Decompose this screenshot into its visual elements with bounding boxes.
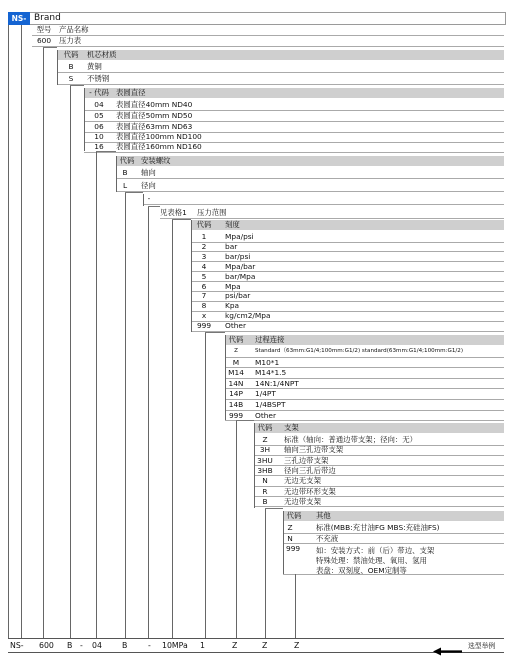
scale-code-label: 代码 bbox=[196, 220, 212, 229]
bracket-title: 支架 bbox=[284, 423, 299, 432]
scale-code: 3 bbox=[201, 251, 207, 261]
dial-diameter-code: 04 bbox=[94, 100, 104, 109]
example-cell: 600 bbox=[39, 641, 54, 650]
bracket-name: 无边无支架 bbox=[284, 476, 321, 486]
separator-dash-row bbox=[143, 194, 504, 205]
bracket-code: 3H bbox=[259, 445, 271, 455]
connection-name: 14N:1/4NPT bbox=[255, 378, 299, 388]
other-code: 999 bbox=[286, 544, 301, 553]
connector-line bbox=[143, 194, 144, 206]
connection-code: 14P bbox=[229, 389, 243, 399]
connector-stub bbox=[265, 508, 283, 509]
model-name: 压力表 bbox=[59, 36, 82, 45]
scale-title: 刻度 bbox=[225, 220, 240, 229]
connector-line bbox=[205, 332, 206, 638]
mount-thread-name: 径向 bbox=[141, 181, 156, 190]
bracket-row bbox=[254, 466, 504, 477]
connector-line bbox=[148, 206, 149, 638]
connection-name: 1/4PT bbox=[255, 389, 276, 399]
dial-diameter-code: 16 bbox=[94, 142, 104, 151]
connection-row bbox=[225, 389, 504, 400]
bracket-row bbox=[254, 435, 504, 446]
core-material-row bbox=[57, 74, 504, 85]
scale-name: bar bbox=[225, 241, 238, 251]
dial-diameter-row bbox=[84, 122, 504, 133]
scale-code: x bbox=[201, 311, 207, 321]
example-cell: Z bbox=[232, 641, 238, 650]
connection-row bbox=[225, 347, 504, 358]
scale-name: bar/psi bbox=[225, 251, 251, 261]
connection-title: 过程连接 bbox=[255, 335, 285, 344]
connector-line bbox=[116, 156, 117, 192]
bracket-header bbox=[254, 423, 504, 433]
connector-stub bbox=[236, 420, 254, 421]
connector-stub bbox=[70, 85, 84, 86]
dial-diameter-code: 10 bbox=[94, 132, 104, 141]
connection-code: Z bbox=[234, 348, 238, 354]
mount-thread-row bbox=[116, 181, 504, 192]
pressure-range-row bbox=[160, 208, 504, 219]
dial-diameter-title: 表圆直径 bbox=[116, 88, 146, 97]
other-row-999 bbox=[283, 544, 504, 575]
bracket-code: B bbox=[262, 496, 268, 506]
connector-line bbox=[172, 219, 173, 638]
dial-diameter-name: 表圆直径63mm ND63 bbox=[116, 122, 193, 131]
bracket-code: R bbox=[262, 486, 268, 496]
core-material-code-label: 代码 bbox=[63, 50, 79, 59]
core-material-code: S bbox=[68, 74, 74, 83]
dial-diameter-code: 05 bbox=[94, 111, 104, 120]
other-note-line: 特殊处理：禁油处理、氧用、氢用 bbox=[316, 556, 427, 565]
connection-code: 14N bbox=[228, 378, 244, 388]
example-cell: B bbox=[67, 641, 73, 650]
other-code: Z bbox=[287, 523, 293, 532]
bracket-code: N bbox=[262, 476, 268, 486]
pressure-range-title: 压力范围 bbox=[197, 208, 227, 217]
example-cell: NS- bbox=[10, 641, 24, 650]
dial-diameter-header bbox=[84, 88, 504, 98]
connection-code: 999 bbox=[228, 410, 244, 420]
mount-thread-header bbox=[116, 156, 504, 166]
dial-diameter-row bbox=[84, 100, 504, 111]
example-cell: - bbox=[148, 641, 151, 650]
connector-stub bbox=[172, 219, 191, 220]
connection-name: M10*1 bbox=[255, 357, 280, 367]
dial-diameter-code-label: - 代码 bbox=[89, 88, 109, 97]
example-bottom-line bbox=[8, 652, 504, 653]
bracket-name: 无边带环形支架 bbox=[284, 486, 336, 496]
mount-thread-title: 安装螺纹 bbox=[141, 156, 171, 165]
dial-diameter-name: 表圆直径50mm ND50 bbox=[116, 111, 193, 120]
separator-dash: - bbox=[147, 194, 151, 203]
scale-code: 7 bbox=[201, 291, 207, 301]
other-code-label: 代码 bbox=[286, 511, 302, 520]
bracket-code: 3HB bbox=[257, 465, 273, 475]
example-top-line bbox=[8, 638, 504, 639]
bracket-row bbox=[254, 476, 504, 487]
connector-line bbox=[43, 47, 44, 638]
other-note-line: 表盘：双刻度、OEM定制等 bbox=[316, 566, 407, 575]
connection-name: 1/4BSPT bbox=[255, 400, 286, 409]
mount-thread-code: B bbox=[122, 168, 128, 177]
connection-code: M14 bbox=[228, 368, 244, 378]
connector-line bbox=[70, 85, 71, 638]
other-note-line: 如：安装方式：前（后）带边、支架 bbox=[316, 546, 435, 555]
connector-stub bbox=[43, 47, 57, 48]
scale-name: psi/bar bbox=[225, 291, 251, 301]
example-cell: - bbox=[80, 641, 83, 650]
connection-name: Standard（63mm:G1/4;100mm:G1/2) standard(63mm:G1/4;100mm:G1/2) bbox=[255, 348, 464, 354]
bracket-name: 标准（轴向：普通边带支架；径向：无） bbox=[284, 435, 418, 444]
core-material-title: 机芯材质 bbox=[87, 50, 117, 59]
pressure-range-code-label: 见表格1 bbox=[160, 208, 187, 217]
connection-name: M14*1.5 bbox=[255, 368, 287, 378]
connection-code-label: 代码 bbox=[228, 335, 244, 344]
core-material-row bbox=[57, 62, 504, 73]
other-header bbox=[283, 511, 504, 521]
scale-code: 999 bbox=[196, 321, 212, 331]
other-name: 不充液 bbox=[316, 533, 339, 543]
dial-diameter-name: 表圆直径160mm ND160 bbox=[116, 142, 202, 151]
connection-code: M bbox=[232, 357, 240, 367]
example-cell: B bbox=[122, 641, 128, 650]
connector-stub bbox=[205, 332, 225, 333]
dial-diameter-row bbox=[84, 132, 504, 143]
other-row bbox=[283, 534, 504, 545]
bracket-row bbox=[254, 456, 504, 467]
connector-line bbox=[125, 192, 126, 638]
dial-diameter-code: 06 bbox=[94, 122, 104, 131]
connector-stub bbox=[96, 151, 116, 152]
mount-thread-code: L bbox=[122, 181, 128, 190]
scale-code: 6 bbox=[201, 281, 207, 291]
mount-thread-name: 轴向 bbox=[141, 168, 156, 177]
core-material-name: 不锈钢 bbox=[87, 74, 110, 83]
connector-line bbox=[295, 574, 296, 638]
other-title: 其他 bbox=[316, 511, 331, 520]
example-cell: 1 bbox=[200, 641, 205, 650]
connection-row bbox=[225, 358, 504, 369]
bracket-row bbox=[254, 487, 504, 498]
core-material-header bbox=[57, 50, 504, 60]
connection-row bbox=[225, 379, 504, 390]
mount-thread-row bbox=[116, 168, 504, 179]
connector-line bbox=[96, 151, 97, 638]
example-cell: 04 bbox=[92, 641, 102, 650]
bracket-name: 轴向三孔边带支架 bbox=[284, 445, 344, 455]
core-material-code: B bbox=[68, 62, 74, 71]
scale-name: kg/cm2/Mpa bbox=[225, 311, 271, 321]
model-code: 600 bbox=[36, 36, 52, 45]
connector-line bbox=[191, 220, 192, 332]
other-code: N bbox=[287, 533, 293, 543]
connection-code: 14B bbox=[228, 400, 244, 409]
core-material-name: 黄铜 bbox=[87, 62, 102, 71]
scale-code: 5 bbox=[201, 271, 207, 281]
scale-name: Mpa/psi bbox=[225, 232, 254, 241]
bracket-name: 无边带支架 bbox=[284, 496, 321, 506]
connector-line bbox=[254, 423, 255, 508]
model-code-label: 型号 bbox=[36, 25, 52, 34]
brand-prefix: NS- bbox=[8, 12, 30, 25]
scale-code: 1 bbox=[201, 232, 207, 241]
connector-line bbox=[283, 511, 284, 574]
other-row bbox=[283, 523, 504, 534]
connector-line bbox=[236, 420, 237, 638]
connector-stub bbox=[148, 206, 160, 207]
dial-diameter-name: 表圆直径100mm ND100 bbox=[116, 132, 202, 141]
brand-bar bbox=[8, 12, 506, 25]
scale-header bbox=[191, 220, 504, 230]
other-name: 标准(MBB:充甘油FG MBS:充硅油FS) bbox=[316, 523, 440, 532]
connector-stub bbox=[125, 192, 143, 193]
connection-header bbox=[225, 335, 504, 345]
example-label: 选型举例 bbox=[468, 642, 496, 650]
model-header-row bbox=[32, 25, 504, 36]
bracket-row bbox=[254, 497, 504, 508]
arrow-left-icon bbox=[433, 641, 463, 660]
bracket-row bbox=[254, 445, 504, 456]
dial-diameter-row bbox=[84, 111, 504, 122]
bracket-code: 3HU bbox=[257, 455, 273, 465]
connector-line bbox=[8, 25, 9, 638]
example-cell: Z bbox=[262, 641, 268, 650]
connector-line bbox=[265, 508, 266, 638]
scale-name: Mpa/bar bbox=[225, 261, 256, 271]
connector-line bbox=[21, 25, 22, 638]
bracket-code-label: 代码 bbox=[257, 423, 273, 432]
scale-name: bar/Mpa bbox=[225, 271, 256, 281]
connection-name: Other bbox=[255, 410, 276, 420]
dial-diameter-name: 表圆直径40mm ND40 bbox=[116, 100, 193, 109]
example-cell: Z bbox=[294, 641, 300, 650]
bracket-name: 径向三孔后带边 bbox=[284, 465, 336, 475]
dial-diameter-row bbox=[84, 142, 504, 153]
scale-row bbox=[191, 321, 504, 332]
connection-row bbox=[225, 368, 504, 379]
model-row bbox=[32, 36, 504, 47]
scale-name: Mpa bbox=[225, 281, 241, 291]
example-cell: 10MPa bbox=[162, 641, 188, 650]
brand-label: Brand bbox=[34, 13, 61, 23]
scale-code: 8 bbox=[201, 301, 207, 311]
bracket-code: Z bbox=[262, 435, 268, 444]
connection-row bbox=[225, 411, 504, 422]
connector-line bbox=[225, 335, 226, 420]
scale-code: 2 bbox=[201, 241, 207, 251]
connector-line bbox=[57, 50, 58, 85]
bracket-name: 三孔边带支架 bbox=[284, 455, 329, 465]
mount-thread-code-label: 代码 bbox=[119, 156, 135, 165]
connector-line bbox=[84, 88, 85, 151]
scale-code: 4 bbox=[201, 261, 207, 271]
scale-name: Other bbox=[225, 321, 246, 331]
scale-name: Kpa bbox=[225, 301, 240, 311]
model-name-label: 产品名称 bbox=[59, 25, 89, 34]
connection-row bbox=[225, 400, 504, 411]
